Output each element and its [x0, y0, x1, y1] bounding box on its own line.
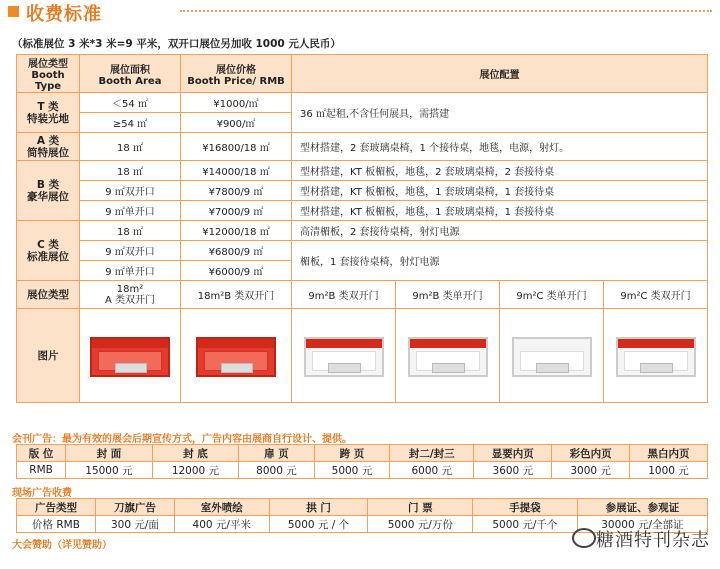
type-b-double-9: 9m²B 类双开门 [292, 281, 396, 309]
col-booth-config: 展位配置 [292, 55, 708, 93]
booth-price-table [16, 54, 708, 403]
onsite-value: 30000 元/全部证 [577, 516, 707, 533]
c-area-3: 9 ㎡单开口 [80, 261, 181, 281]
b-config-2: 型材搭建，KT 板楣板，地毯，1 套玻璃桌椅，1 套接待桌 [292, 181, 708, 201]
b-price-3: ¥7000/9 ㎡ [181, 201, 292, 221]
booth-image-2 [181, 309, 292, 403]
type-c-label: C 类 标准展位 [17, 221, 80, 281]
c-config-23: 楣板，1 套接待桌椅，射灯电源 [292, 241, 708, 281]
onsite-heading: 现场广告收费 [12, 488, 72, 499]
type-t-label: T 类 特装光地 [17, 93, 80, 133]
ads-header: 彩色内页 [552, 445, 630, 462]
ads-header: 版 位 [17, 445, 66, 462]
onsite-header: 参展证、参观证 [577, 499, 707, 516]
onsite-header: 门 票 [368, 499, 473, 516]
t-price-1: ¥1000/㎡ [181, 93, 292, 113]
type-b-single-9: 9m²B 类单开门 [396, 281, 500, 309]
onsite-header: 手提袋 [473, 499, 578, 516]
c-area-2: 9 ㎡双开口 [80, 241, 181, 261]
ads-header: 封二/封三 [390, 445, 474, 462]
booth-image-1 [80, 309, 181, 403]
onsite-value: 5000 元 / 个 [269, 516, 368, 533]
b-config-3: 型材搭建，KT 板楣板，地毯，1 套玻璃桌椅，1 套接待桌 [292, 201, 708, 221]
onsite-header: 广告类型 [17, 499, 96, 516]
b-price-2: ¥7800/9 ㎡ [181, 181, 292, 201]
onsite-header: 拱 门 [269, 499, 368, 516]
ads-heading: 会刊广告：最为有效的展会后期宣传方式，广告内容由展商自行设计、提供。 [12, 434, 352, 445]
t-area-2: ≥54 ㎡ [80, 113, 181, 133]
type-a-double: 18m² A 类双开门 [80, 281, 181, 309]
sponsor-note: 大会赞助（详见赞助） [12, 540, 112, 551]
wechat-icon [572, 528, 596, 548]
t-config: 36 ㎡起租,不含任何展具，需搭建 [292, 93, 708, 133]
booth-image-4 [396, 309, 500, 403]
onsite-value: 价格 RMB [17, 516, 96, 533]
b-area-3: 9 ㎡单开口 [80, 201, 181, 221]
type-c-double-9: 9m²C 类双开门 [604, 281, 708, 309]
onsite-header: 刀旗广告 [95, 499, 174, 516]
watermark-text: 糖酒特刊杂志 [596, 530, 710, 551]
b-area-1: 18 ㎡ [80, 161, 181, 181]
type-a-label: A 类 简特展位 [17, 133, 80, 161]
type-b-label: B 类 豪华展位 [17, 161, 80, 221]
b-area-2: 9 ㎡双开口 [80, 181, 181, 201]
a-price: ¥16800/18 ㎡ [181, 133, 292, 161]
t-area-1: ＜54 ㎡ [80, 93, 181, 113]
page-title: 收费标准 [26, 4, 102, 25]
onsite-header: 室外喷绘 [174, 499, 269, 516]
ads-header: 显要内页 [474, 445, 552, 462]
ads-header: 封 底 [152, 445, 239, 462]
type-b-double-18: 18m²B 类双开门 [181, 281, 292, 309]
c-price-2: ¥6800/9 ㎡ [181, 241, 292, 261]
ads-value: 15000 元 [66, 462, 153, 479]
col-booth-area: 展位面积 Booth Area [80, 55, 181, 93]
watermark [596, 526, 710, 552]
col-booth-type: 展位类型 Booth Type [17, 55, 80, 93]
t-price-2: ¥900/㎡ [181, 113, 292, 133]
c-price-3: ¥6000/9 ㎡ [181, 261, 292, 281]
booth-image-3 [292, 309, 396, 403]
ads-header: 黑白内页 [630, 445, 708, 462]
ads-header: 扉 页 [239, 445, 314, 462]
header-divider [180, 10, 712, 12]
booth-note: （标准展位 3 米*3 米=9 平米，双开口展位另加收 1000 元人民币） [12, 38, 341, 50]
col-booth-price: 展位价格 Booth Price/ RMB [181, 55, 292, 93]
onsite-value: 300 元/面 [95, 516, 174, 533]
a-config: 型材搭建，2 套玻璃桌椅，1 个接待桌，地毯，电源，射灯。 [292, 133, 708, 161]
c-price-1: ¥12000/18 ㎡ [181, 221, 292, 241]
ads-price-table [16, 444, 708, 479]
image-row-label: 图片 [17, 309, 80, 403]
onsite-value: 400 元/平米 [174, 516, 269, 533]
booth-image-6 [604, 309, 708, 403]
a-area: 18 ㎡ [80, 133, 181, 161]
c-config-1: 高清楣板，2 套接待桌椅，射灯电源 [292, 221, 708, 241]
page-header [0, 0, 720, 34]
title-marker [8, 6, 19, 17]
ads-header: 跨 页 [314, 445, 389, 462]
ads-value: RMB [17, 462, 66, 479]
booth-image-5 [500, 309, 604, 403]
type-c-single-9: 9m²C 类单开门 [500, 281, 604, 309]
onsite-value: 5000 元/万份 [368, 516, 473, 533]
ads-header: 封 面 [66, 445, 153, 462]
ads-value: 3000 元 [552, 462, 630, 479]
ads-value: 3600 元 [474, 462, 552, 479]
ads-value: 8000 元 [239, 462, 314, 479]
b-price-1: ¥14000/18 ㎡ [181, 161, 292, 181]
c-area-1: 18 ㎡ [80, 221, 181, 241]
ads-value: 1000 元 [630, 462, 708, 479]
ads-value: 6000 元 [390, 462, 474, 479]
onsite-value: 5000 元/千个 [473, 516, 578, 533]
type-row-label: 展位类型 [17, 281, 80, 309]
ads-value: 5000 元 [314, 462, 389, 479]
b-config-1: 型材搭建，KT 板楣板，地毯，2 套玻璃桌椅，2 套接待桌 [292, 161, 708, 181]
ads-value: 12000 元 [152, 462, 239, 479]
